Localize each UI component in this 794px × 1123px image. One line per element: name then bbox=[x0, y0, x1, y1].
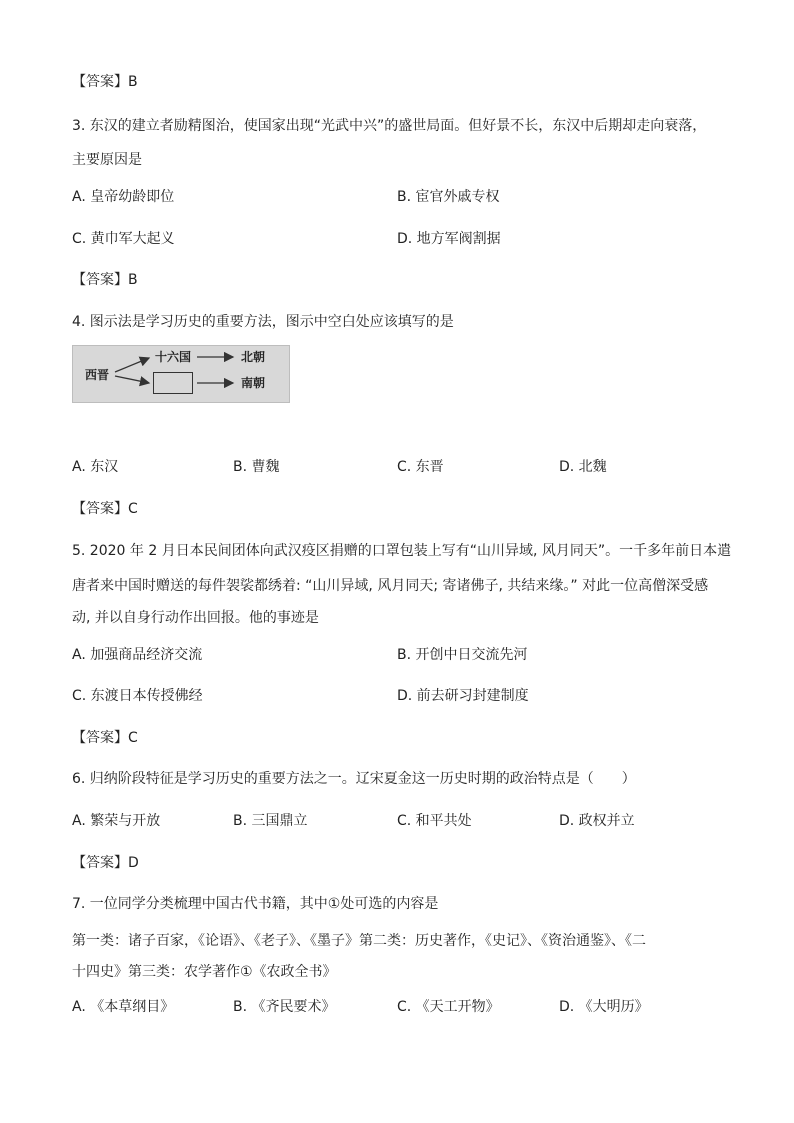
diagram-label-xijin: 西晋 bbox=[85, 368, 110, 382]
question-4-option-b: B. 曹魏 bbox=[233, 459, 280, 475]
arrow-xijin-to-shiliuguo bbox=[115, 358, 149, 372]
question-4-stem: 4. 图示法是学习历史的重要方法，图示中空白处应该填写的是 bbox=[72, 314, 454, 330]
question-6-option-c: C. 和平共处 bbox=[397, 813, 472, 829]
question-3-option-a: A. 皇帝幼龄即位 bbox=[72, 189, 175, 205]
question-3-option-d: D. 地方军阀割据 bbox=[397, 231, 501, 247]
question-5-stem-line1: 5. 2020 年 2 月日本民间团体向武汉疫区捐赠的口罩包装上写有“山川异域, 风月同天”。一千多年前日本遣 bbox=[72, 543, 732, 559]
question-6-option-d: D. 政权并立 bbox=[559, 813, 635, 829]
question-7-option-b: B. 《齐民要术》 bbox=[233, 999, 336, 1015]
question-7-option-a: A. 《本草纲目》 bbox=[72, 999, 175, 1015]
diagram-label-shiliuguo: 十六国 bbox=[155, 350, 192, 364]
question-5-stem-line2: 唐者来中国时赠送的每件袈裟都绣着: “山川异域, 风月同天; 寄诸佛子, 共结来缘。” 对此一位高僧深受感 bbox=[72, 578, 709, 594]
question-5-option-d: D. 前去研习封建制度 bbox=[397, 688, 529, 704]
question-5-stem-line3: 动, 并以自身行动作出回报。他的事迹是 bbox=[72, 610, 319, 626]
arrow-xijin-to-blank bbox=[115, 376, 149, 383]
question-4-option-d: D. 北魏 bbox=[559, 459, 607, 475]
question-4-option-c: C. 东晋 bbox=[397, 459, 444, 475]
diagram-blank-box bbox=[153, 372, 193, 394]
question-5-option-b: B. 开创中日交流先河 bbox=[397, 647, 528, 663]
answer-q4: 【答案】C bbox=[72, 501, 138, 517]
question-6-option-b: B. 三国鼎立 bbox=[233, 813, 308, 829]
question-3-stem-line2: 主要原因是 bbox=[72, 152, 142, 168]
question-7-line3: 十四史》第三类：农学著作①《农政全书》 bbox=[72, 964, 337, 980]
diagram-label-nanchao: 南朝 bbox=[241, 376, 266, 390]
question-3-option-c: C. 黄巾军大起义 bbox=[72, 231, 175, 247]
diagram-label-beichao: 北朝 bbox=[241, 350, 266, 364]
answer-q3: 【答案】B bbox=[72, 272, 138, 288]
answer-q2: 【答案】B bbox=[72, 74, 138, 90]
question-7-stem: 7. 一位同学分类梳理中国古代书籍，其中①处可选的内容是 bbox=[72, 896, 439, 912]
question-7-option-d: D. 《大明历》 bbox=[559, 999, 649, 1015]
question-3-stem-line1: 3. 东汉的建立者励精图治，使国家出现“光武中兴”的盛世局面。但好景不长，东汉中后期却走向衰落， bbox=[72, 118, 707, 134]
answer-q5: 【答案】C bbox=[72, 730, 138, 746]
history-flow-diagram bbox=[72, 345, 290, 403]
question-6-stem: 6. 归纳阶段特征是学习历史的重要方法之一。辽宋夏金这一历史时期的政治特点是（ ） bbox=[72, 771, 636, 787]
question-3-option-b: B. 宦官外戚专权 bbox=[397, 189, 500, 205]
question-5-option-c: C. 东渡日本传授佛经 bbox=[72, 688, 203, 704]
answer-q6: 【答案】D bbox=[72, 855, 139, 871]
question-5-option-a: A. 加强商品经济交流 bbox=[72, 647, 203, 663]
question-4-option-a: A. 东汉 bbox=[72, 459, 119, 475]
question-7-option-c: C. 《天工开物》 bbox=[397, 999, 500, 1015]
question-6-option-a: A. 繁荣与开放 bbox=[72, 813, 161, 829]
question-7-line2: 第一类：诸子百家，《论语》、《老子》、《墨子》第二类：历史著作，《史记》、《资治通鉴》、《二 bbox=[72, 933, 646, 949]
